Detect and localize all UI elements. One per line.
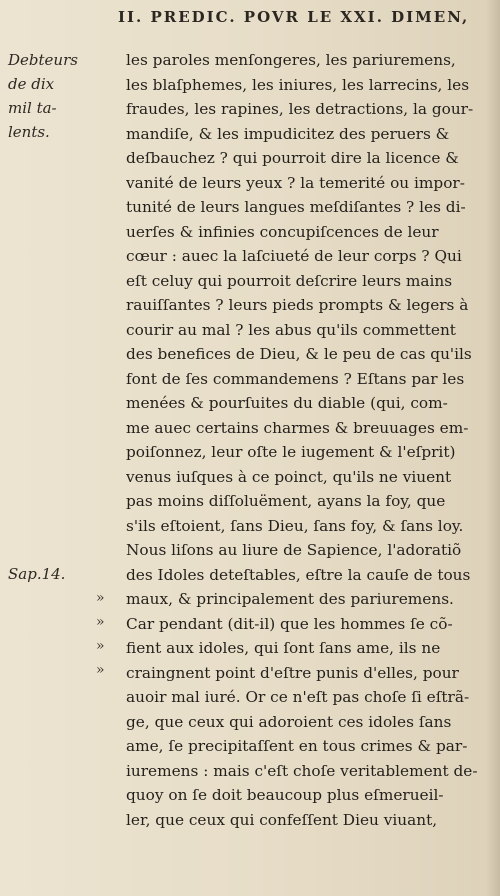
text-line: Nous liſons au liure de Sapience, l'adoratiõ [126,541,462,559]
text-line: s'ils eſtoient, ſans Dieu, ſans foy, & ſans loy. [126,516,464,535]
text-line: iuremens : mais c'eſt choſe veritablement de- [126,761,478,780]
text-line: ame, ſe precipitaſſent en tous crimes & par- [126,737,468,755]
quote-mark: » [96,614,105,630]
text-line: des benefices de Dieu, & le peu de cas qu'ils [126,345,472,363]
text-line: me auec certains charmes & breuuages em- [126,418,469,437]
text-line: craingnent point d'eſtre punis d'elles, pour [126,663,459,682]
text-line: mandiſe, & les impudicitez des peruers & [126,124,450,143]
quote-mark: » [96,662,105,678]
text-line: fient aux idoles, qui ſont ſans ame, ils ne [126,639,441,657]
text-line: vanité de leurs yeux ? la temerité ou impor- [126,173,465,192]
text-line: ge, que ceux qui adoroient ces idoles ſans [126,712,452,731]
quote-mark: » [96,638,105,654]
text-line: rauiſſantes ? leurs pieds prompts & legers à [126,296,469,314]
text-line: les paroles menſongeres, les pariuremens, [126,51,456,69]
text-line: courir au mal ? les abus qu'ils commettent [126,320,456,339]
quote-mark: » [96,590,105,606]
text-line: ler, que ceux qui confeſſent Dieu viuant, [126,810,438,829]
text-line: quoy on ſe doit beaucoup plus eſmerueil- [126,786,444,804]
margin-note-line: de dix [8,75,55,93]
text-line: les blaſphemes, les iniures, les larrecins, les [126,75,470,94]
text-line: font de ſes commandemens ? Eſtans par les [126,369,465,388]
text-line: Car pendant (dit-il) que les hommes ſe cõ- [126,614,453,633]
text-line: eſt celuy qui pourroit deſcrire leurs mains [126,271,453,290]
text-line: deſbauchez ? qui pourroit dire la licence & [126,149,459,167]
page-edge-shadow [486,0,500,896]
text-line: menées & pourſuites du diable (qui, com- [126,394,448,412]
text-line: auoir mal iuré. Or ce n'eſt pas choſe ſi eſtrã- [126,688,470,706]
margin-note-line: Debteurs [8,51,78,69]
text-line: tunité de leurs langues meſdiſantes ? les di- [126,198,466,216]
text-line: uerſes & infinies concupiſcences de leur [126,222,439,241]
margin-note-line: lents. [8,123,50,141]
text-line: fraudes, les rapines, les detractions, la gour- [126,100,474,118]
body-text [126,48,492,832]
margin-note-debteurs [8,48,78,144]
text-line: poiſonnez, leur oſte le iugement & l'eſprit) [126,443,456,461]
margin-note-line: mil ta- [8,99,57,117]
text-line: pas moins diſſoluëment, ayans la foy, que [126,492,446,510]
margin-note-sap: Sap.14. [8,565,66,583]
text-line: cœur : auec la laſciueté de leur corps ? Qui [126,247,462,265]
text-line: venus iuſques à ce poinct, qu'ils ne viuent [126,467,452,486]
running-header: II. PREDIC. POVR LE XXI. DIMEN, [118,8,470,26]
text-line: des Idoles deteſtables, eſtre la cauſe de tous [126,565,471,584]
text-line: maux, & principalement des pariuremens. [126,590,454,608]
